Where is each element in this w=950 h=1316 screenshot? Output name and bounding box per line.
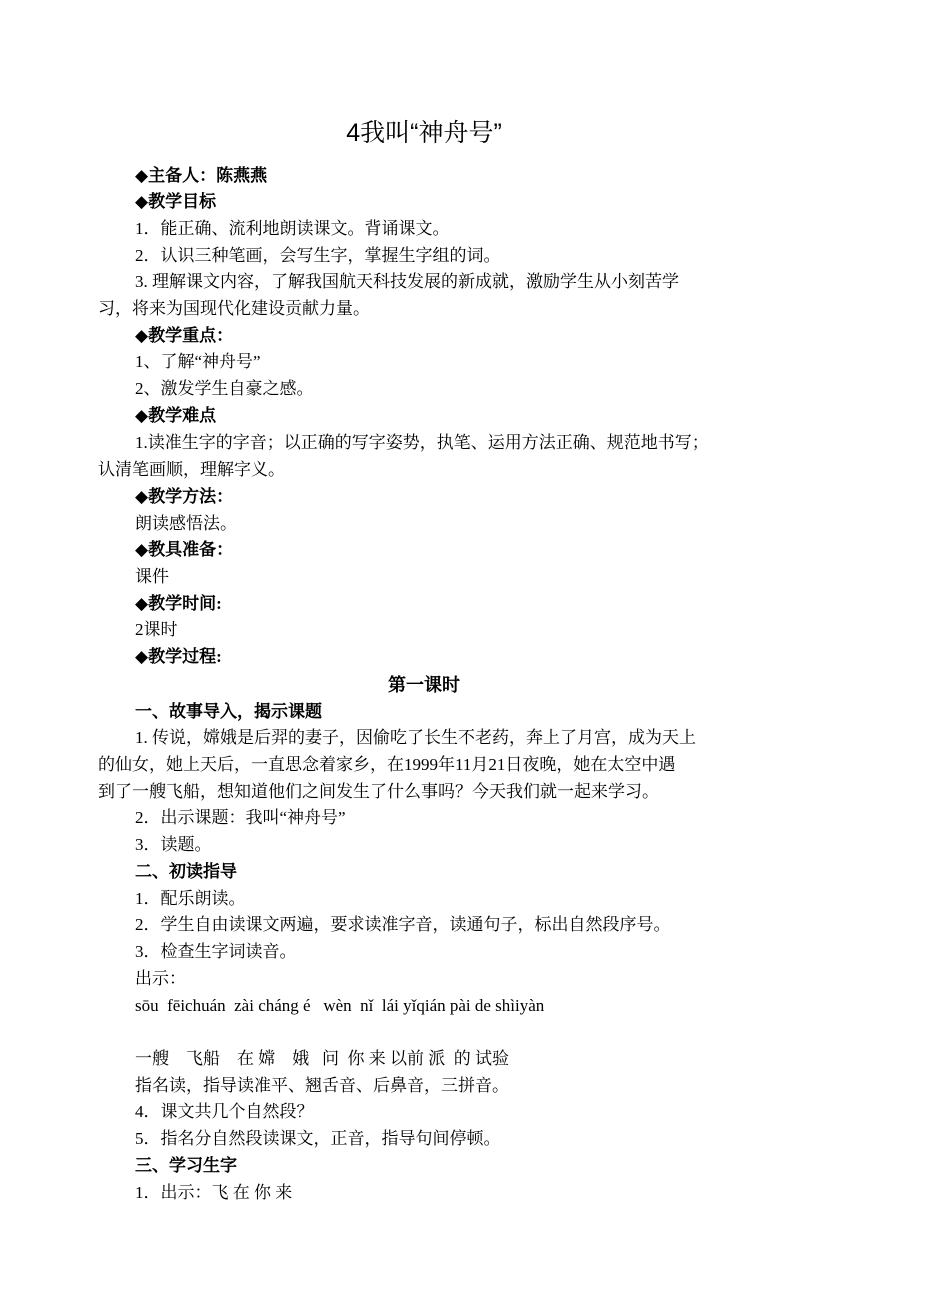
key-point-1: 1、了解“神舟号” (135, 352, 261, 371)
difficulty-line-2: 认清笔画顺，理解字义。 (98, 460, 285, 479)
tools-heading: ◆教具准备： (135, 540, 234, 559)
goal-1: 1．能正确、流利地朗读课文。背诵课文。 (135, 219, 450, 238)
key-points-heading: ◆教学重点： (135, 326, 234, 345)
time-text: 2课时 (135, 620, 178, 639)
process-heading: ◆教学过程: (135, 647, 222, 666)
section-2-para-6: 5．指名分自然段读课文，正音，指导句间停顿。 (135, 1129, 501, 1148)
section-2-para-3: 3．检查生字词读音。 (135, 942, 297, 961)
tools-text: 课件 (135, 567, 169, 586)
section-1-heading: 一、故事导入，揭示课题 (135, 702, 322, 721)
section-2-para-1: 1．配乐朗读。 (135, 889, 246, 908)
difficulty-line-1: 1.读准生字的字音；以正确的写字姿势，执笔、运用方法正确、规范地书写； (135, 433, 709, 452)
goal-3-line-1: 3. 理解课文内容，了解我国航天科技发展的新成就，激励学生从小刻苦学 (135, 272, 679, 291)
goal-2: 2．认识三种笔画，会写生字，掌握生字组的词。 (135, 246, 501, 265)
page-title: 4我叫“神舟号” (346, 119, 502, 147)
section-1-para-3: 3．读题。 (135, 835, 212, 854)
method-text: 朗读感悟法。 (135, 514, 237, 533)
section-3-para-1: 1．出示：飞 在 你 来 (135, 1183, 293, 1202)
section-1-para-1-line-3: 到了一艘飞船，想知道他们之间发生了什么事吗？今天我们就一起来学习。 (98, 782, 659, 801)
preparer-line: ◆主备人：陈燕燕 (135, 166, 268, 185)
method-heading: ◆教学方法： (135, 487, 234, 506)
section-1-para-1-line-1: 1. 传说，嫦娥是后羿的妻子，因偷吃了长生不老药，奔上了月宫，成为天上 (135, 728, 696, 747)
section-2-heading: 二、初读指导 (135, 862, 237, 881)
section-2-para-2: 2．学生自由读课文两遍，要求读准字音，读通句子，标出自然段序号。 (135, 915, 671, 934)
lesson-1-heading: 第一课时 (388, 675, 460, 695)
pinyin-line: sōu fēichuán zài cháng é wèn nǐ lái yǐqián pài de shìiyàn (135, 996, 545, 1015)
show-label: 出示： (135, 969, 186, 988)
section-3-heading: 三、学习生字 (135, 1156, 237, 1175)
section-1-para-1-line-2: 的仙女，她上天后，一直思念着家乡，在1999年11月21日夜晚，她在太空中遇 (98, 755, 676, 774)
goal-3-line-2: 习，将来为国现代化建设贡献力量。 (98, 299, 370, 318)
key-point-2: 2、激发学生自豪之感。 (135, 379, 314, 398)
goals-heading: ◆教学目标 (135, 192, 217, 211)
difficulty-heading: ◆教学难点 (135, 406, 217, 425)
section-1-para-2: 2．出示课题：我叫“神舟号” (135, 808, 346, 827)
section-2-para-5: 4．课文共几个自然段？ (135, 1102, 314, 1121)
time-heading: ◆教学时间: (135, 594, 222, 613)
hanzi-line: 一艘 飞船 在 嫦 娥 问 你 来 以前 派 的 试验 (135, 1049, 509, 1068)
section-2-para-4: 指名读，指导读准平、翘舌音、后鼻音，三拼音。 (135, 1076, 509, 1095)
